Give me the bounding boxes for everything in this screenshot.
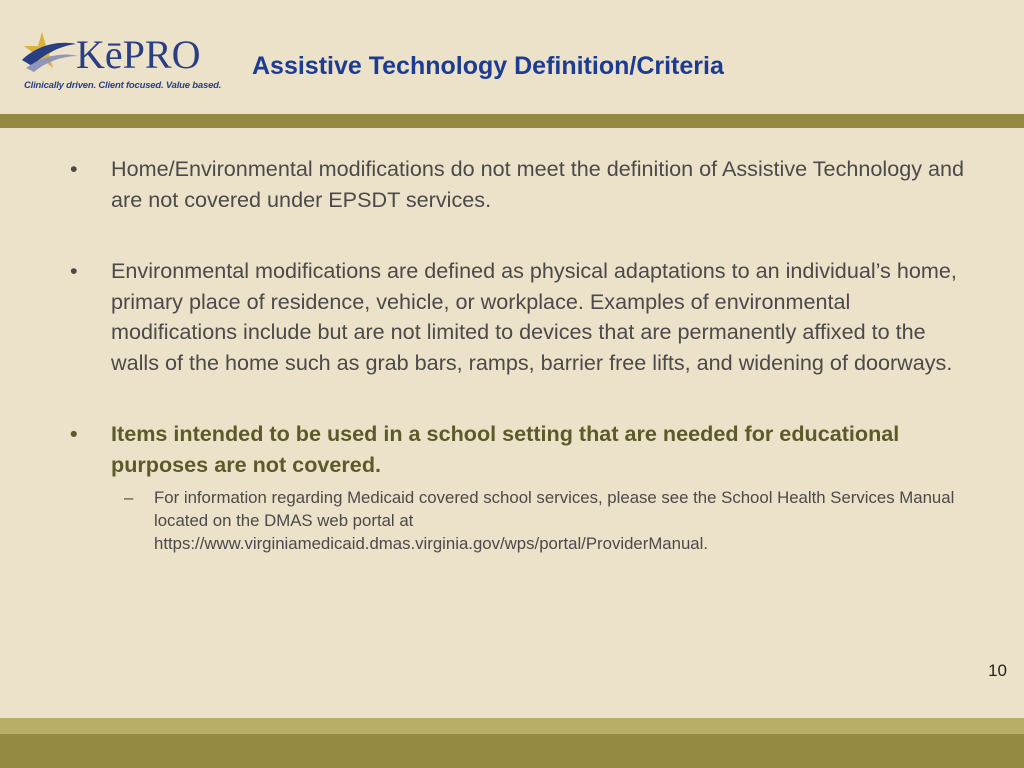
footer-band-light [0, 718, 1024, 734]
star-swoosh-icon [22, 32, 78, 72]
bullet-marker: • [70, 421, 78, 446]
sub-bullet-text: For information regarding Medicaid covered school services, please see the School Health Services Manual located on the DMAS web portal at https://www.virginiamedicaid.dmas.virginia.gov/wps/portal/ProviderManual. [154, 488, 955, 553]
kepro-logo-graphic [18, 26, 218, 82]
bullet-marker: • [70, 156, 78, 181]
bullet-text: Items intended to be used in a school setting that are needed for educational purposes are not covered. [111, 421, 900, 477]
kepro-wordmark: KēPRO [76, 32, 201, 77]
sub-bullet-item [124, 486, 969, 555]
bullet-marker: • [70, 258, 78, 283]
bullet-item-emphasized [70, 419, 970, 480]
slide-content [70, 154, 970, 555]
logo-tagline: Clinically driven. Client focused. Value based. [24, 80, 222, 91]
header-divider-band [0, 114, 1024, 128]
bullet-text: Environmental modifications are defined as physical adaptations to an individual’s home, primary place of residence, vehicle, or workplace. Examples of environmental modifications include but are not limited to devices that are permanently affixed to the walls of the home such as grab bars, ramps, barrier free lifts, and widening of doorways. [111, 258, 957, 375]
bullet-text: Home/Environmental modifications do not meet the definition of Assistive Technology and are not covered under EPSDT services. [111, 156, 965, 212]
footer-band-dark [0, 734, 1024, 768]
bullet-item [70, 154, 970, 215]
bullet-item [70, 256, 970, 378]
sub-bullet-marker: – [124, 488, 134, 507]
slide-title: Assistive Technology Definition/Criteria [252, 52, 724, 80]
page-number: 10 [988, 661, 1007, 680]
